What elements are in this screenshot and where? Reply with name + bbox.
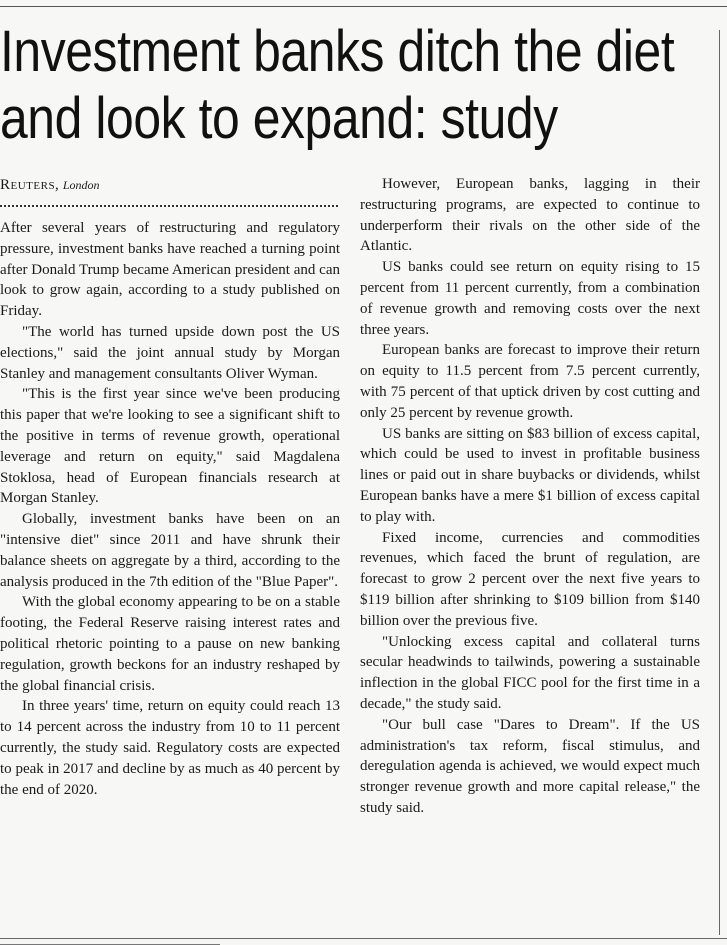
paragraph: After several years of restructuring and regulatory pressure, investment banks have reached a turning point after Donald Trump became American president and can look to grow again, according to a study published on Friday. bbox=[0, 220, 340, 320]
top-rule bbox=[0, 6, 727, 7]
paragraph: Fixed income, currencies and commodities revenues, which faced the brunt of regulation, are forecast to grow 2 percent over the next five years to $119 billion after shrinking to $109 billion from $140 billion over the previous five. bbox=[360, 529, 700, 629]
headline: Investment banks ditch the diet and look to expand: study bbox=[0, 19, 675, 151]
byline bbox=[0, 176, 100, 195]
paragraph: "Unlocking excess capital and collateral turns secular headwinds to tailwinds, powering a sustainable inflection in the global FICC pool for the first time in a decade," the study said. bbox=[360, 633, 700, 712]
paragraph: "This is the first year since we've been producing this paper that we're looking to see a significant shift to the positive in terms of revenue growth, operational leverage and return on equity," said Magdalena Stoklosa, head of European financials research at Morgan Stanley. bbox=[0, 386, 340, 507]
paragraph: European banks are forecast to improve their return on equity to 11.5 percent from 7.5 percent currently, with 75 percent of that uptick driven by cost cutting and only 25 percent by revenue growth. bbox=[360, 342, 700, 421]
article-column-1 bbox=[0, 218, 340, 800]
paragraph: Globally, investment banks have been on an "intensive diet" since 2011 and have shrunk their balance sheets on aggregate by a third, according to the analysis produced in the 7th edition of the "Blue Paper". bbox=[0, 511, 340, 590]
column-rule-right bbox=[719, 30, 720, 935]
paragraph: In three years' time, return on equity could reach 13 to 14 percent across the industry from 10 to 11 percent currently, the study said. Regulatory costs are expected to peak in 2017 and decline by as much as 40 percent by the end of 2020. bbox=[0, 698, 340, 798]
bottom-rule bbox=[0, 938, 727, 939]
paragraph: US banks are sitting on $83 billion of excess capital, which could be used to invest in profitable business lines or paid out in share buybacks or dividends, whilst European banks have a mere $1 billion of excess capital to play with. bbox=[360, 425, 700, 525]
paragraph: With the global economy appearing to be on a stable footing, the Federal Reserve raising interest rates and political rhetoric pointing to a pause on new banking regulation, growth beckons for an industry reshaped by the global financial crisis. bbox=[0, 594, 340, 694]
byline-divider bbox=[0, 205, 338, 207]
article-column-2 bbox=[360, 174, 700, 819]
byline-location: London bbox=[62, 178, 100, 192]
paragraph: US banks could see return on equity rising to 15 percent from 11 percent currently, from a combination of revenue growth and removing costs over the next three years. bbox=[360, 259, 700, 338]
paragraph: "Our bull case "Dares to Dream". If the US administration's tax reform, fiscal stimulus, and deregulation agenda is achieved, we would expect much stronger revenue growth and more capital release," the study said. bbox=[360, 716, 700, 816]
byline-agency: Reuters, bbox=[0, 177, 60, 193]
paragraph: "The world has turned upside down post the US elections," said the joint annual study by Morgan Stanley and management consultants Oliver Wyman. bbox=[0, 323, 340, 382]
paragraph: However, European banks, lagging in their restructuring programs, are expected to continue to underperform their rivals on the other side of the Atlantic. bbox=[360, 176, 700, 255]
